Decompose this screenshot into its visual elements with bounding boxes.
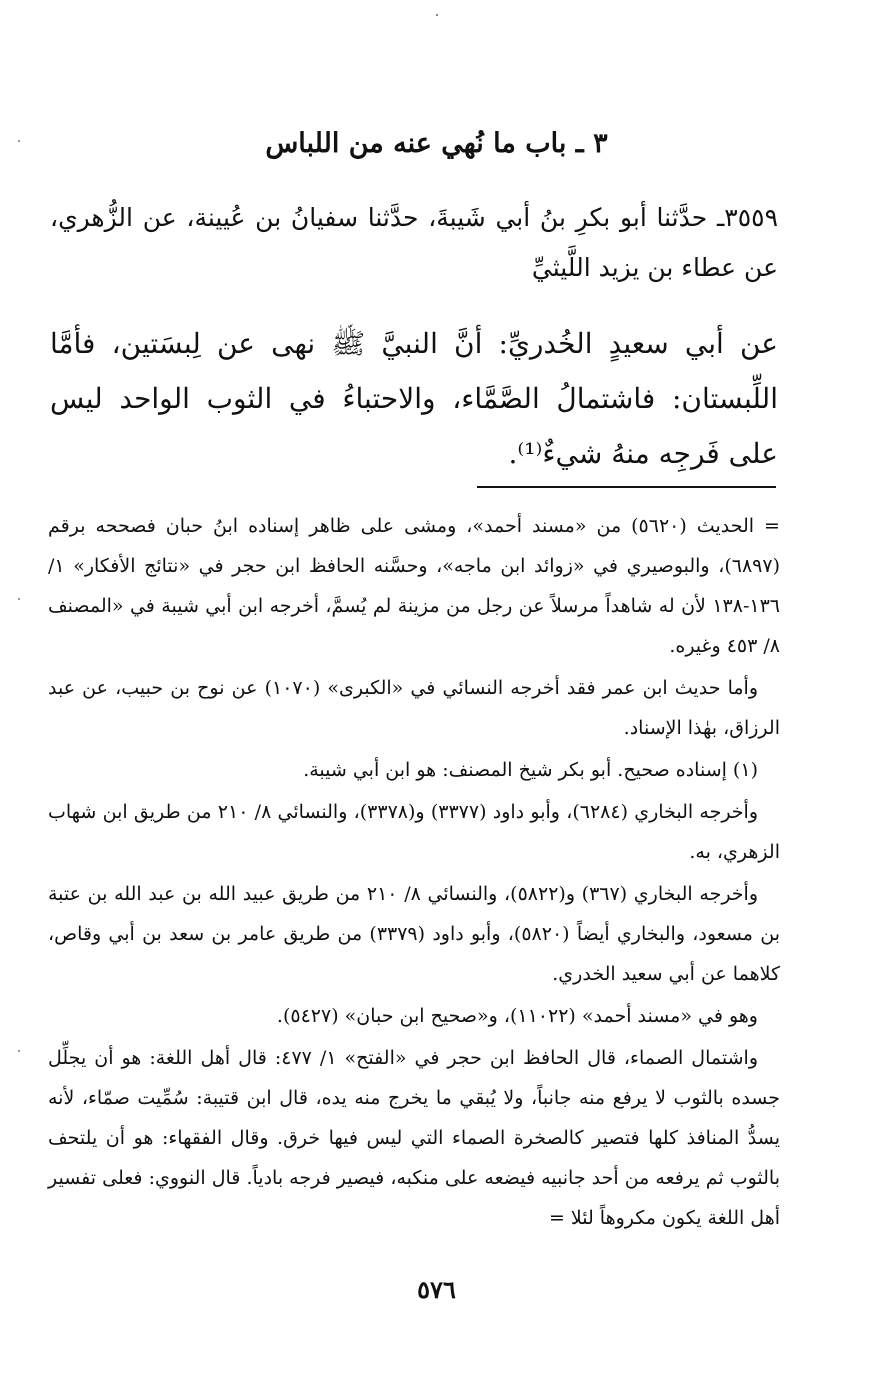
footnote-paragraph: وأخرجه البخاري (٦٢٨٤)، وأبو داود (٣٣٧٧) و(٣٣٧٨)، والنسائي ٨/ ٢١٠ من طريق ابن شهاب الزهري، به. <box>48 801 780 863</box>
footnote-paragraph: وأما حديث ابن عمر فقد أخرجه النسائي في «الكبرى» (١٠٧٠) عن نوح بن حبيب، عن عبد الرزاق، بهٰذا الإسناد. <box>48 677 780 739</box>
footnote-paragraph: = الحديث (٥٦٢٠) من «مسند أحمد»، ومشى على ظاهر إسناده ابنُ حبان فصححه برقم (٦٨٩٧)، والبوصيري في «زوائد ابن ماجه»، وحسَّنه الحافظ ابن حجر في «نتائج الأفكار» ١/ ١٣٦-١٣٨ لأن له شاهداً مرسلاً عن رجل من مزينة لم يُسمَّ، أخرجه ابن أبي شيبة في «المصنف ٨/ ٤٥٣ وغيره. <box>48 515 780 657</box>
hadith-matn: عن أبي سعيدٍ الخُدريِّ: أنَّ النبيَّ ﷺ نهى عن لِبسَتين، فأمَّا اللِّبستان: فاشتمالُ الصَّمَّاء، والاحتباءُ في الثوب الواحد ليس على فَرجِه منهُ شيءٌ⁽¹⁾. <box>50 327 778 470</box>
scan-speck <box>436 14 438 16</box>
chapter-title: ٣ ـ باب ما نُهي عنه من اللباس <box>265 128 608 159</box>
margin-mark <box>18 598 20 600</box>
footnote-separator <box>477 486 776 488</box>
footnotes <box>48 506 780 1240</box>
hadith-isnad: ٣٥٥٩ـ حدَّثنا أبو بكرِ بنُ أبي شَيبةَ، حدَّثنا سفيانُ بن عُيينة، عن الزُّهري، عن عطاء بن يزيد اللَّيثيِّ <box>50 203 778 282</box>
footnote-paragraph: (١) إسناده صحيح. أبو بكر شيخ المصنف: هو ابن أبي شيبة. <box>303 759 758 781</box>
footnote-paragraph: واشتمال الصماء، قال الحافظ ابن حجر في «الفتح» ١/ ٤٧٧: قال أهل اللغة: هو أن يجلِّل جسده بالثوب لا يرفع منه جانباً، ولا يُبقي ما يخرج منه يده، قال ابن قتيبة: سُمِّيت صمّاء، لأنه يسدُّ المنافذ كلها فتصير كالصخرة الصماء التي ليس فيها خرق. وقال الفقهاء: هو أن يلتحف بالثوب ثم يرفعه من أحد جانبيه فيضعه على منكبه، فيصير فرجه بادياً. قال النووي: فعلى تفسير أهل اللغة يكون مكروهاً لئلا = <box>48 1047 780 1229</box>
footnote-paragraph: وأخرجه البخاري (٣٦٧) و(٥٨٢٢)، والنسائي ٨/ ٢١٠ من طريق عبيد الله بن عبد الله بن عتبة بن مسعود، والبخاري أيضاً (٥٨٢٠)، وأبو داود (٣٣٧٩) من طريق عامر بن سعد بن أبي وقاص، كلاهما عن أبي سعيد الخدري. <box>48 883 780 985</box>
page-number: ٥٧٦ <box>417 1275 456 1304</box>
margin-mark <box>18 1050 20 1052</box>
footnote-paragraph: وهو في «مسند أحمد» (١١٠٢٢)، و«صحيح ابن حبان» (٥٤٢٧). <box>276 1005 758 1027</box>
